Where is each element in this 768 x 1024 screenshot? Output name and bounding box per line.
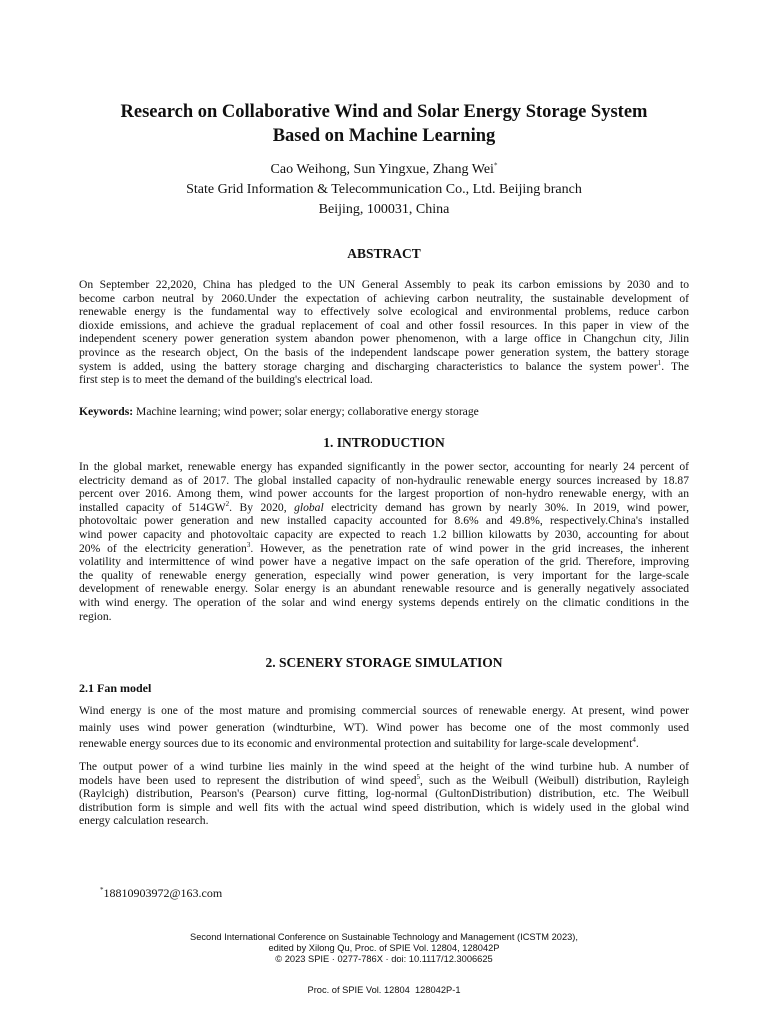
intro-line: wind power capacity and photovoltaic capacity are expected to reach 1.2 billion kilowatts by 2030, accounting for about (79, 527, 689, 541)
abstract-line: first step is to meet the demand of the building's electrical load. (79, 373, 373, 387)
intro-line: In the global market, renewable energy has expanded significantly in the power sector, accounting for nearly 24 percent of (79, 460, 689, 473)
intro-line: with wind energy. The operation of the solar and wind energy systems depends entirely on the climatic conditions in the (79, 595, 689, 609)
author-block (60, 160, 708, 220)
fan-model-line: energy calculation research. (79, 814, 209, 828)
reference-mark: 5 (416, 772, 421, 781)
intro-line: region. (79, 609, 112, 623)
keywords (79, 405, 689, 419)
fan-model-line: The output power of a wind turbine lies mainly in the wind speed at the height of the wind turbine hub. A number of (79, 760, 689, 773)
abstract-line: become carbon neutral by 2060.Under the expectation of achieving carbon neutrality, the sustainable development of (79, 291, 689, 305)
intro-line: development of renewable energy. Solar energy is an abundant renewable resource and is generally negatively associated (79, 582, 689, 596)
page-label: Proc. of SPIE Vol. 12804 128042P-1 (307, 985, 461, 995)
intro-line: percent over 2016. Among them, wind power accounts for the largest proportion of non-hydro renewable energy, with an (79, 487, 689, 501)
intro-line: electricity demand as of 2017. The global installed capacity of non-hydraulic renewable energy sources increased by 18.87 (79, 473, 689, 487)
abstract-line: renewable energy is the fundamental way to effectively solve ecological and environmental problems, reduce carbon (79, 305, 689, 319)
abstract-line: system is added, using the battery storage charging and discharging characteristics to balance the system power$^1$. The (79, 358, 689, 373)
reference-mark: 1 (657, 358, 662, 367)
conference-line: edited by Xilong Qu, Proc. of SPIE Vol. 12804, 128042P (268, 943, 500, 953)
conference-info (60, 932, 708, 965)
abstract-line: province as the research object, On the basis of the independent landscape power generation system, the battery storage (79, 345, 689, 359)
fan-model-line: mainly uses wind power generation (windturbine, WT). Wind power has become one of the most commonly used (79, 720, 689, 734)
reference-mark: 4 (632, 736, 636, 745)
subsection-heading: 2.1 Fan model (79, 681, 152, 695)
abstract-line: dioxide emissions, and achieve the gradual replacement of coal and other fossil resources. In this paper in view of the (79, 318, 689, 332)
author-location: Beijing, 100031, China (318, 202, 450, 217)
abstract-line: On September 22,2020, China has pledged to the UN General Assembly to peak its carbon emissions by 2030 and to (79, 278, 689, 291)
fan-model-line: (Raylcigh) distribution, Pearson's (Pearson) curve fitting, log-normal (GultonDistribution) distribution, etc. The Weibull (79, 787, 689, 801)
intro-line: photovoltaic power generation and new installed capacity accounted for 8.6% and 49.8%, respectively.China's installed (79, 514, 689, 528)
title-line-2: Based on Machine Learning (272, 126, 496, 146)
conference-line: Second International Conference on Sustainable Technology and Management (ICSTM 2023), (190, 932, 578, 942)
introduction-paragraph (79, 460, 689, 623)
abstract-paragraph (79, 278, 689, 387)
title-line-1: Research on Collaborative Wind and Solar Energy Storage System (120, 102, 648, 122)
reference-mark: 2 (225, 499, 230, 508)
footnote-mark: * (100, 886, 104, 894)
intro-line: installed capacity of $514GW^2$. By 2020, global electricity demand has grown by nearly 30%. In 2019, wind power, (79, 499, 689, 514)
fan-model-paragraph-2 (79, 760, 689, 828)
conference-line: © 2023 SPIE · 0277-786X · doi: 10.1117/12.3006625 (275, 954, 493, 964)
fan-model-line: models have been used to represent the distribution of wind speed$^5$, such as the Weibull (Weibull) distribution, Rayleigh (79, 772, 689, 787)
keywords-label: Keywords: (79, 405, 134, 418)
author-email-footnote: *18810903972@163.com (100, 886, 223, 900)
intro-line: 20% of the electricity generation$^3$. However, as the penetration rate of wind power in the grid increases, the inherent (79, 540, 689, 555)
introduction-heading: 1. INTRODUCTION (323, 435, 445, 450)
abstract-line: independent scenery power generation system abandon power phenomenon, with a large office in Changchun city, Jilin (79, 332, 689, 346)
corresponding-author-mark: * (493, 161, 498, 170)
author-names: Cao Weihong, Sun Yingxue, Zhang Wei* (270, 161, 498, 177)
section-2-heading: 2. SCENERY STORAGE SIMULATION (265, 655, 503, 670)
fan-model-paragraph-1 (79, 703, 689, 753)
abstract-heading: ABSTRACT (347, 246, 421, 261)
author-affiliation: State Grid Information & Telecommunication Co., Ltd. Beijing branch (186, 182, 582, 197)
fan-model-line: distribution form is simple and well fits with the actual wind speed distribution, which is widely used in the global wind (79, 800, 689, 814)
reference-mark: 3 (246, 540, 251, 549)
keywords-text: Machine learning; wind power; solar energy; collaborative energy storage (133, 405, 479, 418)
intro-line: volatility and intermittence of wind power have a negative impact on the safe operation of the grid. Therefore, improving (79, 555, 689, 569)
paper-title (60, 100, 708, 148)
intro-line: the quality of renewable energy generation, especially wind power generation, is very important for the large-scale (79, 568, 689, 582)
fan-model-line: renewable energy sources due to its economic and environmental protection and suitability for large-scale development$^4$. (79, 736, 639, 750)
fan-model-line: Wind energy is one of the most mature and promising commercial sources of renewable energy. At present, wind power (79, 704, 689, 717)
